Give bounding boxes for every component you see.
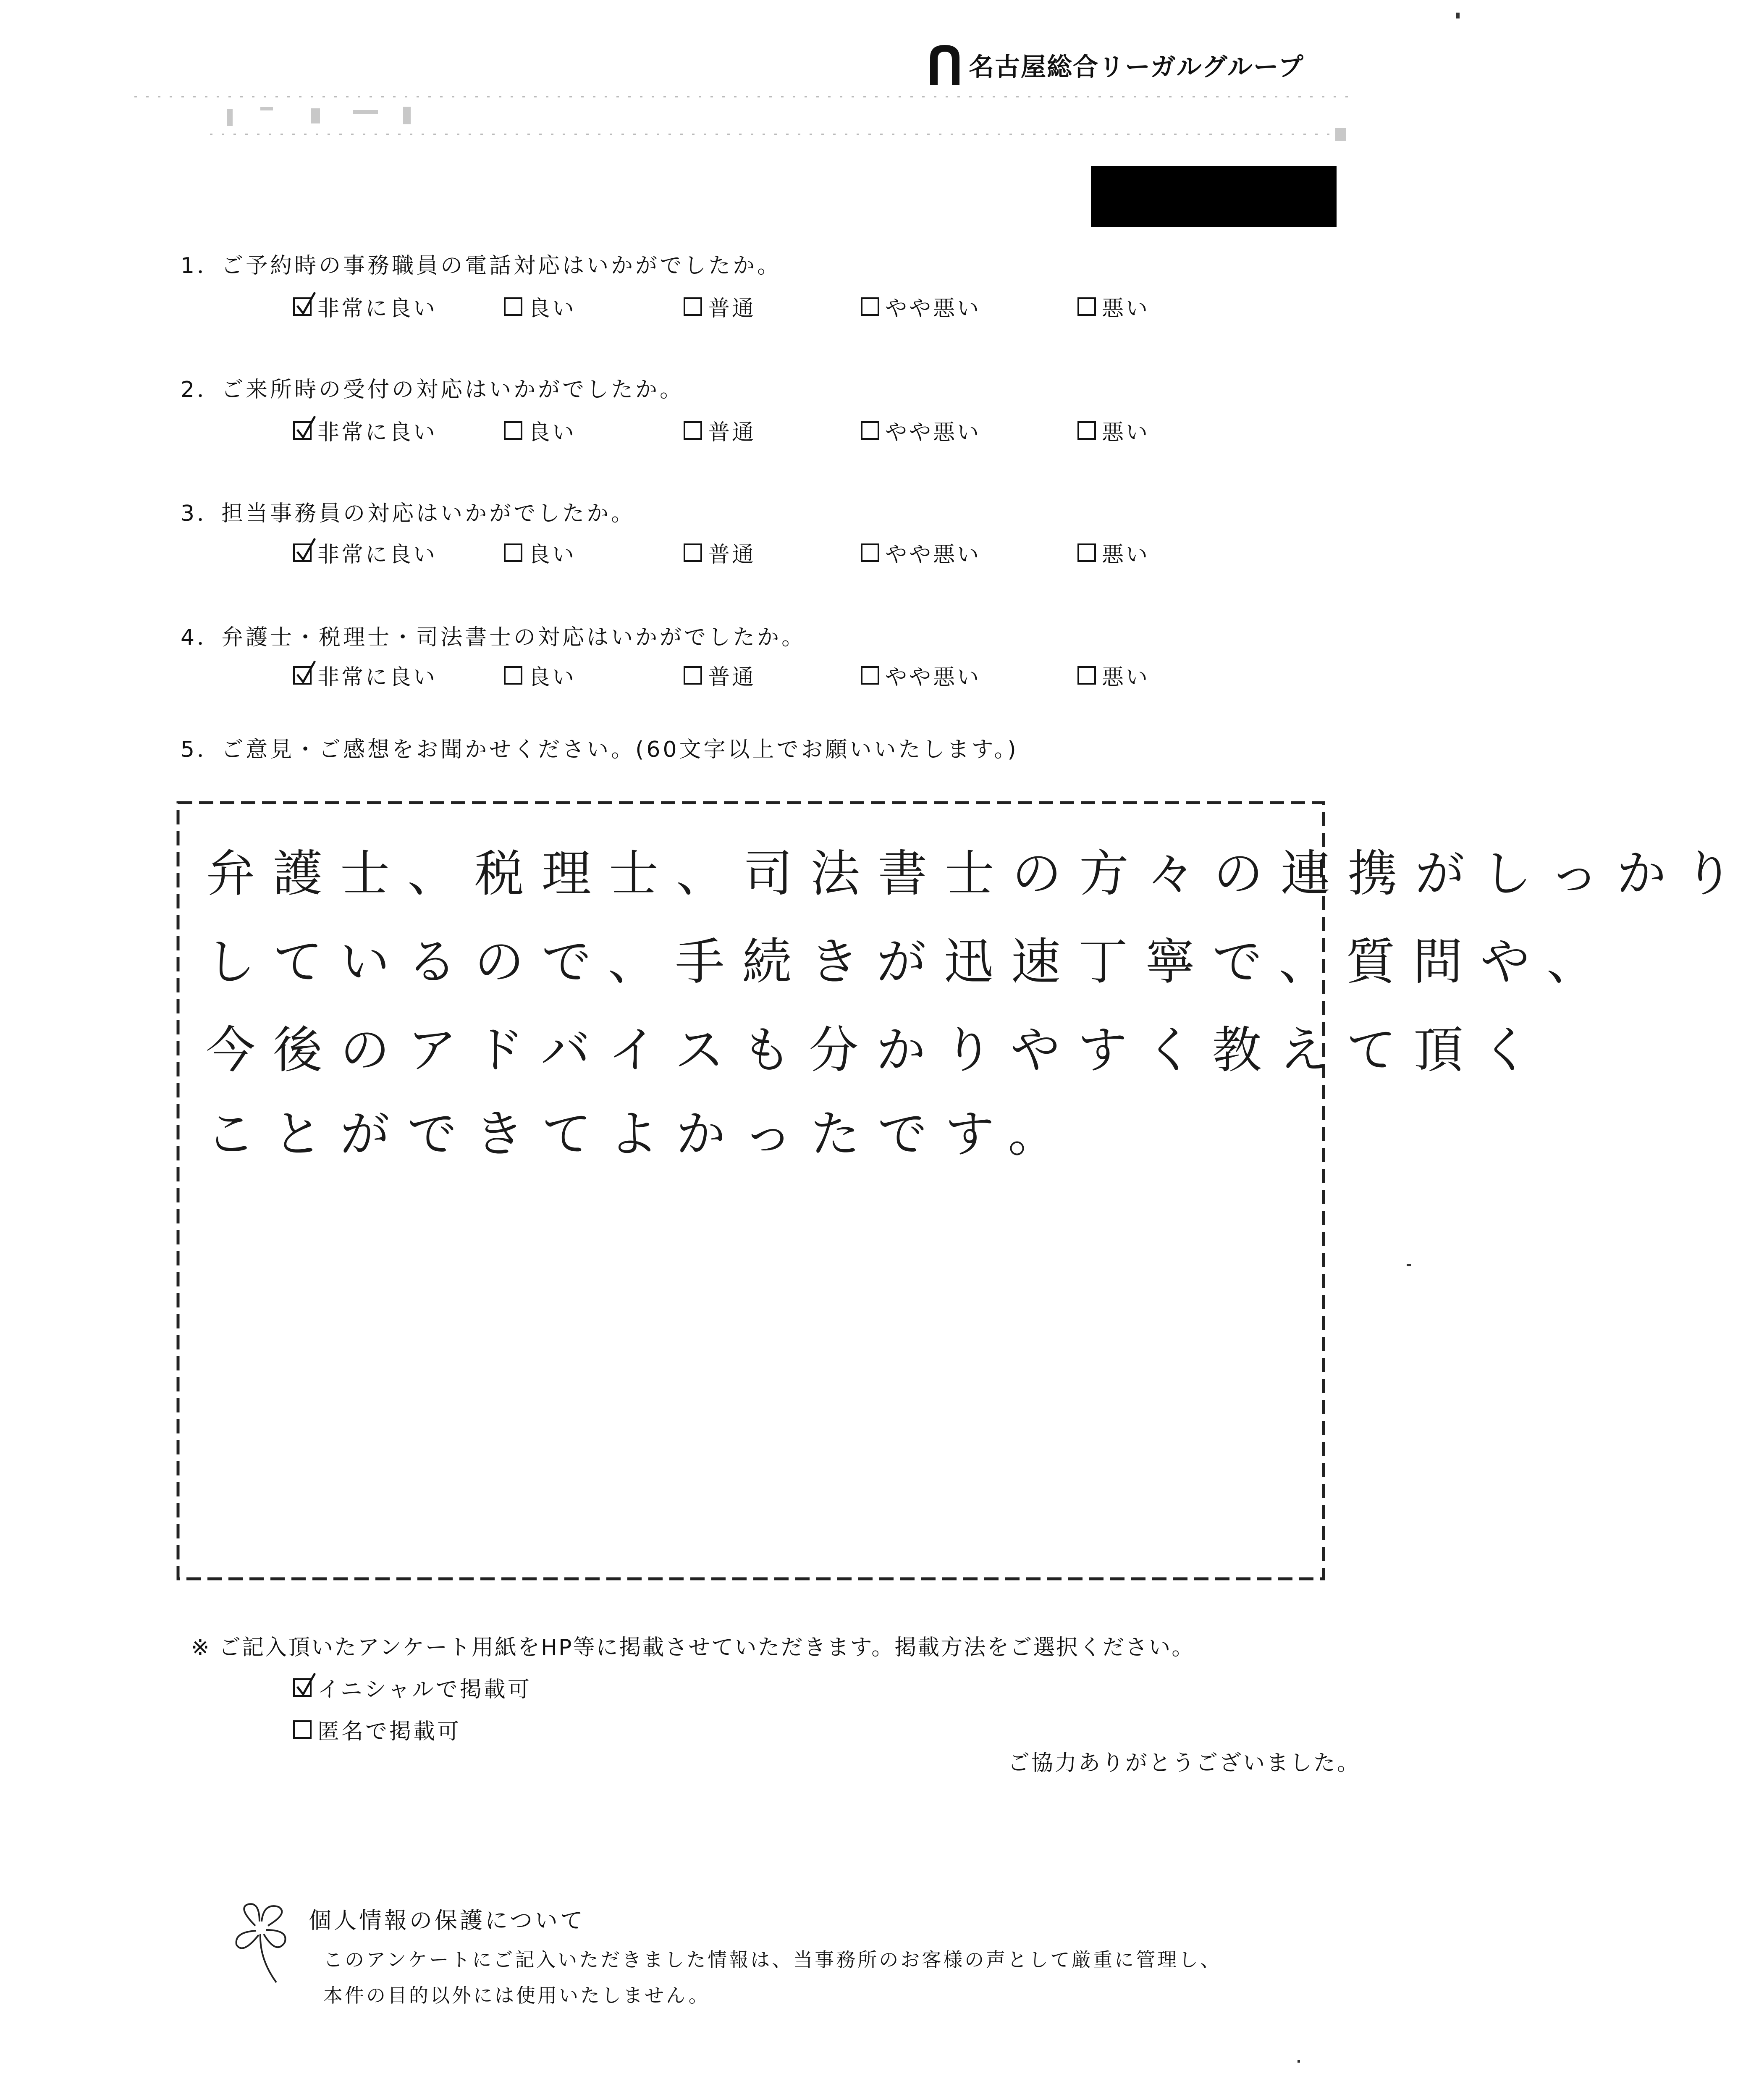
publish-option-label: イニシャルで掲載可 xyxy=(317,1677,532,1702)
checkbox-icon[interactable] xyxy=(861,543,879,562)
rating-option-label: 非常に良い xyxy=(317,542,438,567)
rating-option-label: 普通 xyxy=(708,542,756,567)
rating-option-label: 悪い xyxy=(1102,296,1150,321)
question-3: 3．担当事務員の対応はいかがでしたか。 xyxy=(181,501,636,526)
rating-option-label: やや悪い xyxy=(885,665,981,690)
arch-logo-icon xyxy=(930,45,959,85)
checkbox-icon[interactable] xyxy=(1077,421,1096,440)
rating-option-average[interactable] xyxy=(684,537,756,568)
checkbox-icon[interactable] xyxy=(293,1720,312,1739)
rating-option-somewhat-bad[interactable] xyxy=(861,415,981,446)
privacy-title: 個人情報の保護について xyxy=(309,1907,585,1934)
checkbox-icon[interactable] xyxy=(1077,297,1096,316)
rating-option-somewhat-bad[interactable] xyxy=(861,537,981,568)
checkbox-icon[interactable] xyxy=(504,666,522,685)
company-logo xyxy=(930,42,1304,88)
comment-prompt: 5．ご意見・ご感想をお聞かせください。(60文字以上でお願いいたします。) xyxy=(181,737,1019,762)
rating-option-very-good[interactable] xyxy=(293,291,437,322)
comment-line-3: 今後のアドバイスも分かりやすく教えて頂く xyxy=(206,1021,1548,1079)
checkmark-icon xyxy=(296,415,316,441)
rating-option-label: やや悪い xyxy=(885,542,981,567)
publish-option-anonymous[interactable] xyxy=(293,1714,461,1745)
privacy-line-2: 本件の目的以外には使用いたしません。 xyxy=(323,1984,710,2007)
question-4: 4．弁護士・税理士・司法書士の対応はいかがでしたか。 xyxy=(181,625,806,650)
rating-option-good[interactable] xyxy=(504,415,576,446)
checkbox-icon[interactable] xyxy=(861,421,879,440)
rating-option-label: やや悪い xyxy=(885,420,981,445)
checkmark-icon xyxy=(296,660,316,685)
checkbox-icon[interactable] xyxy=(684,666,702,685)
rating-option-label: 悪い xyxy=(1102,665,1150,690)
question-1: 1．ご予約時の事務職員の電話対応はいかがでしたか。 xyxy=(181,253,782,278)
comment-box xyxy=(176,800,1326,1581)
checkbox-icon[interactable] xyxy=(293,666,312,685)
rating-option-label: 良い xyxy=(528,296,577,321)
rating-option-very-good[interactable] xyxy=(293,415,437,446)
rating-option-label: 良い xyxy=(528,542,577,567)
scan-speck xyxy=(1407,1264,1411,1266)
checkbox-icon[interactable] xyxy=(861,297,879,316)
checkbox-icon[interactable] xyxy=(861,666,879,685)
rating-option-label: やや悪い xyxy=(885,296,981,321)
checkbox-icon[interactable] xyxy=(684,297,702,316)
checkbox-icon[interactable] xyxy=(1077,543,1096,562)
scan-noise xyxy=(134,88,1352,151)
checkbox-icon[interactable] xyxy=(1077,666,1096,685)
rating-option-average[interactable] xyxy=(684,291,756,322)
scan-speck xyxy=(1298,2060,1300,2063)
checkbox-icon[interactable] xyxy=(504,421,522,440)
rating-option-good[interactable] xyxy=(504,659,576,691)
scan-speck xyxy=(1456,13,1460,18)
clover-icon xyxy=(230,1900,297,1984)
checkbox-icon[interactable] xyxy=(293,543,312,562)
rating-option-very-good[interactable] xyxy=(293,537,437,568)
rating-option-bad[interactable] xyxy=(1077,291,1150,322)
comment-line-1: 弁護士、税理士、司法書士の方々の連携がしっかり xyxy=(206,845,1751,903)
rating-option-very-good[interactable] xyxy=(293,659,437,691)
checkbox-icon[interactable] xyxy=(684,421,702,440)
rating-option-label: 非常に良い xyxy=(317,296,438,321)
comment-line-4: ことができてよかったです。 xyxy=(206,1105,1075,1163)
rating-option-bad[interactable] xyxy=(1077,537,1150,568)
checkbox-icon[interactable] xyxy=(684,543,702,562)
comment-line-2: しているので、手続きが迅速丁寧で、質問や、 xyxy=(206,933,1614,991)
checkmark-icon xyxy=(296,538,316,563)
checkbox-icon[interactable] xyxy=(504,543,522,562)
rating-option-label: 非常に良い xyxy=(317,420,438,445)
checkmark-icon xyxy=(296,291,316,317)
rating-option-somewhat-bad[interactable] xyxy=(861,659,981,691)
thanks-message: ご協力ありがとうございました。 xyxy=(1008,1751,1361,1776)
rating-option-label: 非常に良い xyxy=(317,665,438,690)
rating-option-bad[interactable] xyxy=(1077,659,1150,691)
rating-option-label: 普通 xyxy=(708,296,756,321)
rating-option-label: 悪い xyxy=(1102,420,1150,445)
redacted-name-block xyxy=(1091,166,1337,227)
rating-option-label: 悪い xyxy=(1102,542,1150,567)
publish-option-initial[interactable] xyxy=(293,1672,532,1703)
question-2: 2．ご来所時の受付の対応はいかがでしたか。 xyxy=(181,377,684,402)
checkmark-icon xyxy=(296,1672,316,1698)
rating-option-good[interactable] xyxy=(504,537,576,568)
publish-note: ※ ご記入頂いたアンケート用紙をHP等に掲載させていただきます。掲載方法をご選択ください。 xyxy=(191,1635,1195,1660)
rating-option-label: 良い xyxy=(528,420,577,445)
publish-option-label: 匿名で掲載可 xyxy=(317,1719,461,1744)
rating-option-somewhat-bad[interactable] xyxy=(861,291,981,322)
checkbox-icon[interactable] xyxy=(293,1678,312,1697)
rating-option-label: 普通 xyxy=(708,665,756,690)
rating-option-label: 良い xyxy=(528,665,577,690)
checkbox-icon[interactable] xyxy=(504,297,522,316)
rating-option-average[interactable] xyxy=(684,415,756,446)
rating-option-label: 普通 xyxy=(708,420,756,445)
privacy-line-1: このアンケートにご記入いただきました情報は、当事務所のお客様の声として厳重に管理し、 xyxy=(323,1948,1222,1971)
rating-option-good[interactable] xyxy=(504,291,576,322)
checkbox-icon[interactable] xyxy=(293,297,312,316)
rating-option-bad[interactable] xyxy=(1077,415,1150,446)
rating-option-average[interactable] xyxy=(684,659,756,691)
checkbox-icon[interactable] xyxy=(293,421,312,440)
company-name: 名古屋総合リーガルグループ xyxy=(969,52,1304,82)
